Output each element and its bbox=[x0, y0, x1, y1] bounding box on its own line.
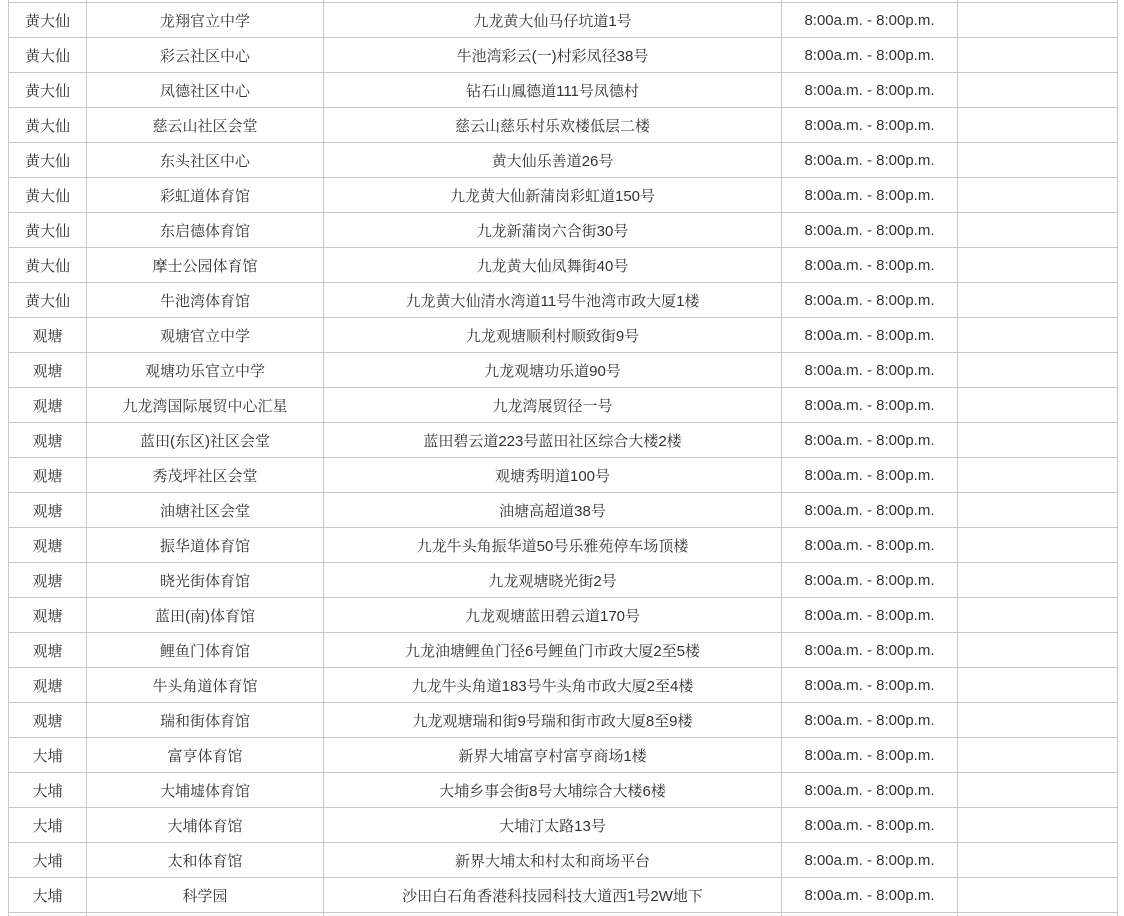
venue-cell: 科学园 bbox=[87, 878, 324, 913]
address-cell: 沙田白石角香港科技园科技大道西1号2W地下 bbox=[324, 878, 782, 913]
venue-cell: 鲤鱼门体育馆 bbox=[87, 633, 324, 668]
district-cell: 黄大仙 bbox=[9, 3, 87, 38]
address-cell: 九龙黄大仙凤舞街40号 bbox=[324, 248, 782, 283]
address-cell: 九龙牛头角道183号牛头角市政大厦2至4楼 bbox=[324, 668, 782, 703]
venue-cell: 凤德社区中心 bbox=[87, 73, 324, 108]
hours-cell: 8:00a.m. - 8:00p.m. bbox=[782, 843, 958, 878]
hours-cell: 8:00a.m. - 8:00p.m. bbox=[782, 458, 958, 493]
district-cell: 黄大仙 bbox=[9, 38, 87, 73]
district-cell: 观塘 bbox=[9, 633, 87, 668]
remarks-cell bbox=[958, 493, 1118, 528]
table-row bbox=[9, 388, 1118, 423]
remarks-cell bbox=[958, 213, 1118, 248]
venue-cell: 瑞和街体育馆 bbox=[87, 703, 324, 738]
hours-cell: 8:00a.m. - 8:00p.m. bbox=[782, 808, 958, 843]
hours-cell: 8:00a.m. - 8:00p.m. bbox=[782, 633, 958, 668]
district-cell: 黄大仙 bbox=[9, 283, 87, 318]
table-row bbox=[9, 843, 1118, 878]
district-cell: 观塘 bbox=[9, 458, 87, 493]
venue-cell: 蓝田(南)体育馆 bbox=[87, 598, 324, 633]
address-cell: 油塘高超道38号 bbox=[324, 493, 782, 528]
address-cell: 九龙黄大仙新蒲岗彩虹道150号 bbox=[324, 178, 782, 213]
hours-cell: 8:00a.m. - 8:00p.m. bbox=[782, 283, 958, 318]
venue-cell: 牛头角道体育馆 bbox=[87, 668, 324, 703]
table-row bbox=[9, 143, 1118, 178]
venue-cell: 晓光街体育馆 bbox=[87, 563, 324, 598]
district-cell: 观塘 bbox=[9, 528, 87, 563]
district-cell: 观塘 bbox=[9, 318, 87, 353]
hours-cell: 8:00a.m. - 8:00p.m. bbox=[782, 3, 958, 38]
address-cell: 蓝田碧云道223号蓝田社区综合大楼2楼 bbox=[324, 423, 782, 458]
table-row bbox=[9, 458, 1118, 493]
address-cell: 钻石山鳳德道111号凤德村 bbox=[324, 73, 782, 108]
address-cell: 黄大仙乐善道26号 bbox=[324, 143, 782, 178]
table-row bbox=[9, 283, 1118, 318]
table-row bbox=[9, 248, 1118, 283]
table-row bbox=[9, 668, 1118, 703]
hours-cell: 8:00a.m. - 8:00p.m. bbox=[782, 178, 958, 213]
address-cell: 慈云山慈乐村乐欢楼低层二楼 bbox=[324, 108, 782, 143]
address-cell: 大埔汀太路13号 bbox=[324, 808, 782, 843]
district-cell: 黄大仙 bbox=[9, 143, 87, 178]
table-row bbox=[9, 213, 1118, 248]
venue-cell: 蓝田(东区)社区会堂 bbox=[87, 423, 324, 458]
table-row bbox=[9, 3, 1118, 38]
venue-cell: 富亨体育馆 bbox=[87, 738, 324, 773]
district-cell: 观塘 bbox=[9, 353, 87, 388]
hours-cell: 8:00a.m. - 8:00p.m. bbox=[782, 73, 958, 108]
remarks-cell bbox=[958, 598, 1118, 633]
remarks-cell bbox=[958, 178, 1118, 213]
district-cell: 观塘 bbox=[9, 388, 87, 423]
table-row bbox=[9, 108, 1118, 143]
remarks-cell bbox=[958, 3, 1118, 38]
table-body bbox=[9, 3, 1118, 913]
table-row bbox=[9, 878, 1118, 913]
venue-cell: 彩云社区中心 bbox=[87, 38, 324, 73]
hours-cell: 8:00a.m. - 8:00p.m. bbox=[782, 38, 958, 73]
venue-cell: 观塘官立中学 bbox=[87, 318, 324, 353]
district-cell: 观塘 bbox=[9, 493, 87, 528]
district-cell: 黄大仙 bbox=[9, 213, 87, 248]
venue-cell: 慈云山社区会堂 bbox=[87, 108, 324, 143]
table-row bbox=[9, 738, 1118, 773]
hours-cell: 8:00a.m. - 8:00p.m. bbox=[782, 703, 958, 738]
remarks-cell bbox=[958, 248, 1118, 283]
table-row bbox=[9, 528, 1118, 563]
table-row bbox=[9, 703, 1118, 738]
remarks-cell bbox=[958, 738, 1118, 773]
hours-cell: 8:00a.m. - 8:00p.m. bbox=[782, 738, 958, 773]
district-cell: 观塘 bbox=[9, 563, 87, 598]
hours-cell: 8:00a.m. - 8:00p.m. bbox=[782, 423, 958, 458]
address-cell bbox=[324, 913, 782, 916]
venue-cell: 振华道体育馆 bbox=[87, 528, 324, 563]
remarks-cell bbox=[958, 913, 1118, 916]
table-row bbox=[9, 318, 1118, 353]
hours-cell: 8:00a.m. - 8:00p.m. bbox=[782, 878, 958, 913]
address-cell: 九龙观塘晓光街2号 bbox=[324, 563, 782, 598]
hours-cell: 8:00a.m. - 8:00p.m. bbox=[782, 598, 958, 633]
partial-bottom-section bbox=[9, 913, 1118, 916]
venue-cell: 龙翔官立中学 bbox=[87, 3, 324, 38]
table-row bbox=[9, 73, 1118, 108]
district-cell bbox=[9, 913, 87, 916]
table-row bbox=[9, 178, 1118, 213]
partial-row-bottom bbox=[9, 913, 1118, 916]
district-cell: 观塘 bbox=[9, 703, 87, 738]
address-cell: 九龙观塘顺利村顺致街9号 bbox=[324, 318, 782, 353]
hours-cell: 8:00a.m. - 8:00p.m. bbox=[782, 493, 958, 528]
hours-cell: 8:00a.m. - 8:00p.m. bbox=[782, 353, 958, 388]
address-cell: 九龙黄大仙马仔坑道1号 bbox=[324, 3, 782, 38]
remarks-cell bbox=[958, 353, 1118, 388]
remarks-cell bbox=[958, 108, 1118, 143]
remarks-cell bbox=[958, 528, 1118, 563]
venue-cell: 东启德体育馆 bbox=[87, 213, 324, 248]
address-cell: 九龙湾展贸径一号 bbox=[324, 388, 782, 423]
hours-cell: 8:00a.m. - 8:00p.m. bbox=[782, 318, 958, 353]
address-cell: 九龙观塘功乐道90号 bbox=[324, 353, 782, 388]
district-cell: 观塘 bbox=[9, 423, 87, 458]
table-row bbox=[9, 808, 1118, 843]
address-cell: 九龙观塘瑞和街9号瑞和街市政大厦8至9楼 bbox=[324, 703, 782, 738]
address-cell: 九龙牛头角振华道50号乐雅苑停车场顶楼 bbox=[324, 528, 782, 563]
venue-cell: 彩虹道体育馆 bbox=[87, 178, 324, 213]
address-cell: 大埔乡事会街8号大埔综合大楼6楼 bbox=[324, 773, 782, 808]
remarks-cell bbox=[958, 388, 1118, 423]
hours-cell: 8:00a.m. - 8:00p.m. bbox=[782, 143, 958, 178]
remarks-cell bbox=[958, 283, 1118, 318]
hours-cell: 8:00a.m. - 8:00p.m. bbox=[782, 248, 958, 283]
remarks-cell bbox=[958, 808, 1118, 843]
district-cell: 大埔 bbox=[9, 878, 87, 913]
venue-cell: 大埔体育馆 bbox=[87, 808, 324, 843]
hours-cell: 8:00a.m. - 8:00p.m. bbox=[782, 563, 958, 598]
hours-cell: 8:00a.m. - 8:00p.m. bbox=[782, 213, 958, 248]
table-row bbox=[9, 598, 1118, 633]
venue-cell: 观塘功乐官立中学 bbox=[87, 353, 324, 388]
hours-cell: 8:00a.m. - 8:00p.m. bbox=[782, 773, 958, 808]
remarks-cell bbox=[958, 703, 1118, 738]
address-cell: 九龙黄大仙清水湾道11号牛池湾市政大厦1楼 bbox=[324, 283, 782, 318]
table-row bbox=[9, 563, 1118, 598]
remarks-cell bbox=[958, 843, 1118, 878]
remarks-cell bbox=[958, 73, 1118, 108]
remarks-cell bbox=[958, 563, 1118, 598]
remarks-cell bbox=[958, 633, 1118, 668]
district-cell: 观塘 bbox=[9, 598, 87, 633]
table-row bbox=[9, 773, 1118, 808]
remarks-cell bbox=[958, 458, 1118, 493]
address-cell: 九龙观塘蓝田碧云道170号 bbox=[324, 598, 782, 633]
venue-cell: 秀茂坪社区会堂 bbox=[87, 458, 324, 493]
remarks-cell bbox=[958, 773, 1118, 808]
venue-cell: 太和体育馆 bbox=[87, 843, 324, 878]
polling-stations-table bbox=[8, 0, 1118, 916]
hours-cell: 8:00a.m. - 8:00p.m. bbox=[782, 108, 958, 143]
address-cell: 新界大埔太和村太和商场平台 bbox=[324, 843, 782, 878]
venue-cell: 摩士公园体育馆 bbox=[87, 248, 324, 283]
table-row bbox=[9, 353, 1118, 388]
table-row bbox=[9, 38, 1118, 73]
venue-cell bbox=[87, 913, 324, 916]
district-cell: 观塘 bbox=[9, 668, 87, 703]
address-cell: 九龙油塘鲤鱼门径6号鲤鱼门市政大厦2至5楼 bbox=[324, 633, 782, 668]
district-cell: 大埔 bbox=[9, 738, 87, 773]
remarks-cell bbox=[958, 318, 1118, 353]
district-cell: 大埔 bbox=[9, 808, 87, 843]
venue-cell: 牛池湾体育馆 bbox=[87, 283, 324, 318]
address-cell: 观塘秀明道100号 bbox=[324, 458, 782, 493]
district-cell: 黄大仙 bbox=[9, 108, 87, 143]
table-row bbox=[9, 423, 1118, 458]
table-row bbox=[9, 633, 1118, 668]
district-cell: 黄大仙 bbox=[9, 73, 87, 108]
address-cell: 新界大埔富亨村富亨商场1楼 bbox=[324, 738, 782, 773]
remarks-cell bbox=[958, 878, 1118, 913]
venue-cell: 油塘社区会堂 bbox=[87, 493, 324, 528]
address-cell: 牛池湾彩云(一)村彩凤径38号 bbox=[324, 38, 782, 73]
remarks-cell bbox=[958, 143, 1118, 178]
hours-cell: 8:00a.m. - 8:00p.m. bbox=[782, 528, 958, 563]
hours-cell: 8:00a.m. - 8:00p.m. bbox=[782, 388, 958, 423]
district-cell: 黄大仙 bbox=[9, 178, 87, 213]
address-cell: 九龙新蒲岗六合街30号 bbox=[324, 213, 782, 248]
district-cell: 大埔 bbox=[9, 773, 87, 808]
remarks-cell bbox=[958, 668, 1118, 703]
venue-cell: 九龙湾国际展贸中心汇星 bbox=[87, 388, 324, 423]
remarks-cell bbox=[958, 423, 1118, 458]
district-cell: 大埔 bbox=[9, 843, 87, 878]
hours-cell: 8:00a.m. - 8:00p.m. bbox=[782, 668, 958, 703]
venue-cell: 大埔墟体育馆 bbox=[87, 773, 324, 808]
table-row bbox=[9, 493, 1118, 528]
remarks-cell bbox=[958, 38, 1118, 73]
hours-cell bbox=[782, 913, 958, 916]
venue-cell: 东头社区中心 bbox=[87, 143, 324, 178]
district-cell: 黄大仙 bbox=[9, 248, 87, 283]
